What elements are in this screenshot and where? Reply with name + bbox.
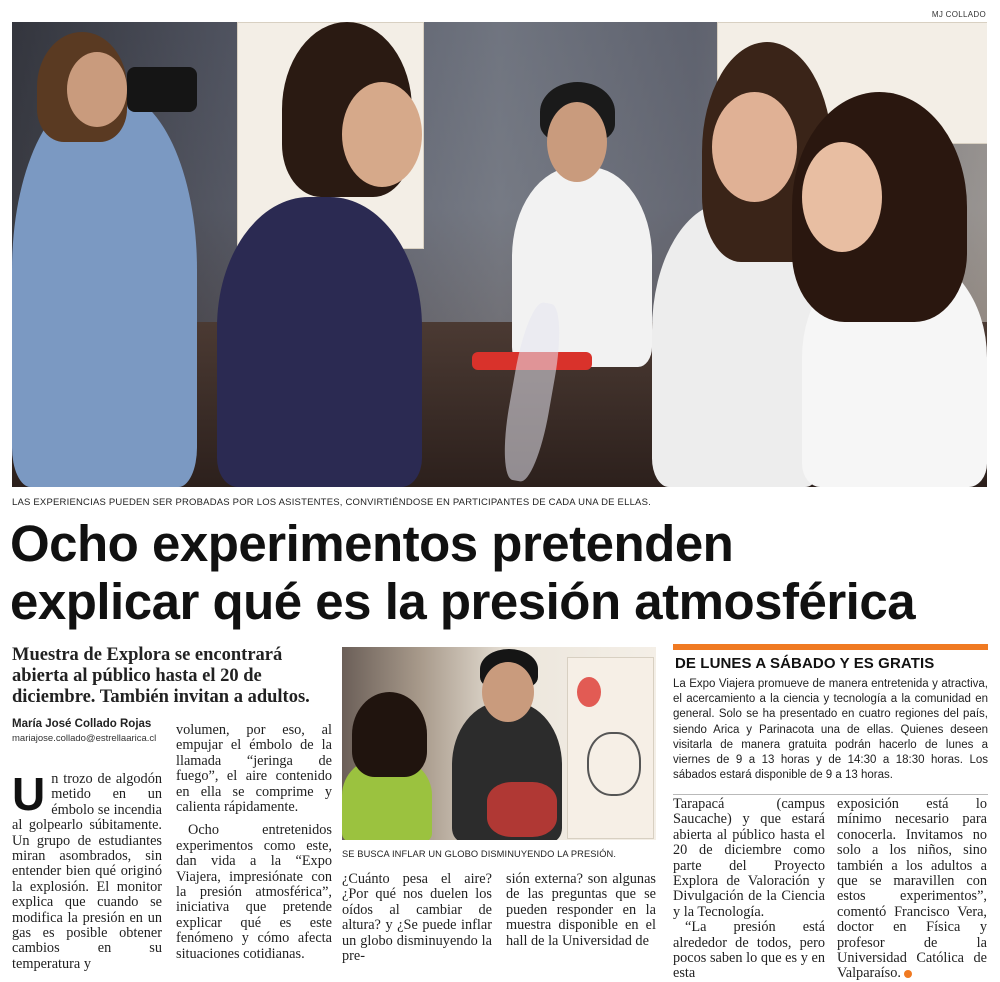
headline [10, 515, 990, 631]
byline-email: mariajose.collado@estrellaarica.cl [12, 733, 157, 744]
body-paragraph: ¿Cuánto pesa el aire? ¿Por qué nos duelen los oídos al cambiar de altura? y ¿Se puede inflar un globo disminuyendo la pre- [342, 871, 492, 965]
main-photo-caption: LAS EXPERIENCIAS PUEDEN SER PROBADAS POR LOS ASISTENTES, CONVIRTIÉNDOSE EN PARTICIPANTES DE CADA UNA DE ELLAS. [12, 497, 651, 508]
body-column-2 [176, 723, 332, 962]
main-photo [12, 22, 987, 487]
body-paragraph: exposición está lo mínimo necesario para conocerla. Invitamos no solo a los niños, sino también a los adultos a que se maravillen con estos experimentos”, comentó Francisco Vera, doctor en Física y profesor de la Universidad Católica de Valparaíso. [837, 796, 987, 982]
body-column-4 [673, 797, 825, 982]
body-paragraph: volumen, por eso, al empujar el émbolo de la llamada “jeringa de fuego”, el aire contenido en ella se comprime y calienta rápidamente. [176, 722, 332, 816]
body-paragraph: “La presión está alrededor de todos, pero pocos saben lo que es y en esta [673, 919, 825, 982]
sidebar-body: La Expo Viajera promueve de manera entretenida y atractiva, el acercamiento a la ciencia y tecnología a la comunidad en general. Solo se ha presentado en cuatro regiones del país, siendo Arica y Parinacota una de ellas. Quienes deseen visitarla de manera gratuita podrán hacerlo de lunes a viernes de 9 a 13 horas y de 14:30 a 18:30 horas. Los sábados estará disponible de 9 a 13 horas. [673, 678, 988, 782]
byline-author: María José Collado Rojas [12, 718, 152, 730]
sidebar-accent-rule [673, 644, 988, 650]
body-column-1 [12, 768, 162, 972]
body-paragraph: Ocho entretenidos experimentos como este, dan vida a la “Expo Viajera, impresiónate con la presión atmosférica”, iniciativa que pretende explicar qué es este fenómeno y cómo afecta situaciones cotidianas. [176, 822, 332, 962]
photo-credit: MJ COLLADO [931, 10, 986, 19]
headline-line-1: Ocho experimentos pretenden [10, 515, 734, 572]
body-column-3 [342, 872, 656, 964]
secondary-photo-caption: SE BUSCA INFLAR UN GLOBO DISMINUYENDO LA PRESIÓN. [342, 849, 617, 859]
end-of-article-icon [904, 970, 912, 978]
sidebar-divider [673, 794, 988, 795]
body-paragraph: sión externa? son algunas de las preguntas que se pueden responder en la muestra disponible en el hall de la Universidad de [506, 871, 656, 949]
body-column-5 [837, 797, 987, 982]
deck-subtitle: Muestra de Explora se encontrará abierta al público hasta el 20 de diciembre. También invitan a adultos. [12, 645, 310, 707]
body-paragraph: Tarapacá (campus Saucache) y que estará abierta al público hasta el 20 de diciembre como parte del Proyecto Explora de Valoración y Divulgación de la Ciencia y la Tecnología. [673, 796, 825, 920]
secondary-photo [342, 647, 656, 840]
drop-cap: U [12, 768, 46, 820]
headline-line-2: explicar qué es la presión atmosférica [10, 573, 916, 630]
sidebar-title: DE LUNES A SÁBADO Y ES GRATIS [675, 655, 935, 672]
body-text: n trozo de algodón metido en un émbolo se incendia al golpearlo súbitamente. Un grupo de estudiantes miran asombrados, sin entender bien qué originó la explosión. El monitor explica que cuando se modifica la presión en un gas es posible obtener cambios en su temperatura y [12, 771, 162, 972]
